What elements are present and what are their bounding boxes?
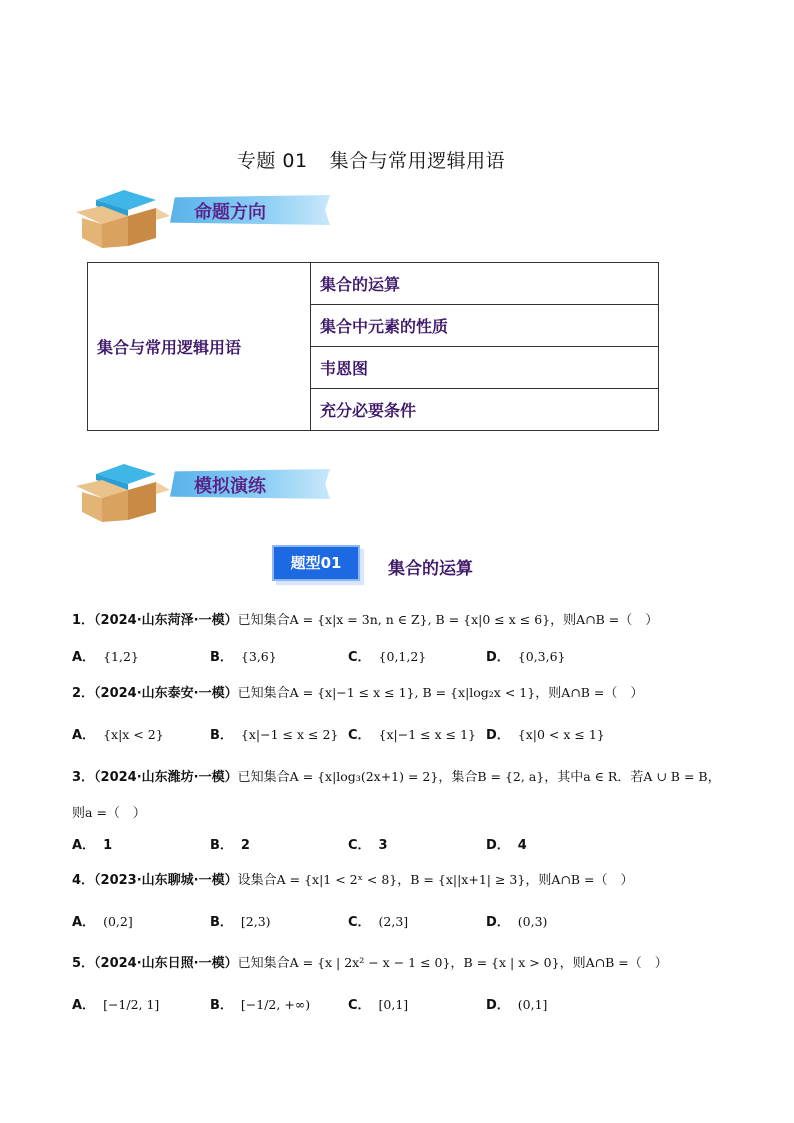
- option-b[interactable]: [210, 911, 271, 930]
- option-letter: B．: [210, 915, 233, 930]
- question-text: （ ）: [604, 686, 644, 701]
- question-text: ，集合: [438, 770, 478, 785]
- option-value: {x|−1 ≤ x ≤ 1}: [378, 727, 476, 742]
- question-text: （ ）: [594, 873, 634, 888]
- question-source: （2023·山东聊城·一模）: [94, 873, 238, 888]
- option-value: [−1/2, +∞): [240, 997, 311, 1012]
- question-math: A = {x|1 < 2ˣ < 8}: [276, 872, 398, 887]
- question-text: 已知集合: [237, 613, 290, 628]
- question-number: 4．: [72, 873, 95, 888]
- question-text: ．若: [617, 770, 644, 785]
- question-5: [72, 952, 668, 971]
- question-3-line2: [72, 802, 146, 821]
- question-math: A = {x|−1 ≤ x ≤ 1}, B = {x|log₂x < 1}: [289, 685, 536, 700]
- topic-table-category: 集合与常用逻辑用语: [88, 263, 311, 431]
- box-icon: [72, 186, 172, 248]
- question-source: （2024·山东潍坊·一模）: [94, 770, 238, 785]
- option-letter: D．: [486, 915, 510, 930]
- option-letter: B．: [210, 998, 233, 1013]
- page-title-prefix: 专题 01: [236, 150, 308, 172]
- option-value: 2: [240, 838, 250, 853]
- option-b[interactable]: [210, 724, 338, 743]
- option-letter: A．: [72, 915, 96, 930]
- question-number: 5．: [72, 956, 95, 971]
- section-banner-practice: [72, 460, 334, 520]
- question-text: 已知集合: [237, 956, 290, 971]
- option-value: [−1/2, 1]: [103, 997, 160, 1012]
- option-value: (0,3): [517, 914, 548, 929]
- option-b[interactable]: [210, 834, 250, 853]
- option-a[interactable]: [72, 724, 164, 743]
- question-text: 设集合: [237, 873, 277, 888]
- option-c[interactable]: [348, 994, 408, 1013]
- option-value: [0,1]: [378, 997, 409, 1012]
- option-letter: D．: [486, 650, 510, 665]
- question-math: a ∈ R: [583, 769, 618, 784]
- option-c[interactable]: [348, 834, 388, 853]
- option-letter: C．: [348, 838, 371, 853]
- question-math: B = {x | x > 0}: [463, 955, 560, 970]
- question-type-badge: 题型01: [272, 545, 360, 581]
- option-value: (2,3]: [378, 914, 409, 929]
- option-letter: A．: [72, 728, 96, 743]
- option-c[interactable]: [348, 646, 426, 665]
- option-d[interactable]: [486, 646, 566, 665]
- option-letter: C．: [348, 998, 371, 1013]
- option-letter: A．: [72, 650, 96, 665]
- option-a[interactable]: [72, 994, 159, 1013]
- option-value: {1,2}: [103, 649, 139, 664]
- question-math: A = {x | 2x² − x − 1 ≤ 0}: [289, 955, 451, 970]
- option-value: 1: [103, 838, 113, 853]
- option-c[interactable]: [348, 911, 408, 930]
- option-d[interactable]: [486, 834, 527, 853]
- option-value: 3: [378, 838, 388, 853]
- option-value: (0,1]: [517, 997, 548, 1012]
- question-math: A∩B =: [561, 685, 605, 700]
- option-letter: D．: [486, 838, 510, 853]
- option-letter: D．: [486, 998, 510, 1013]
- question-math: A∩B =: [551, 872, 595, 887]
- question-1: [72, 609, 658, 628]
- question-text: ，: [397, 873, 411, 888]
- box-icon: [72, 460, 172, 522]
- question-math: A ∪ B = B: [643, 769, 708, 784]
- section-label: 命题方向: [194, 202, 266, 223]
- question-text: 已知集合: [237, 686, 290, 701]
- question-text: ，则: [550, 613, 577, 628]
- topic-table-row: 充分必要条件: [311, 389, 659, 431]
- option-value: {0,1,2}: [378, 649, 427, 664]
- question-text: ，则: [525, 873, 552, 888]
- question-text: ，: [450, 956, 464, 971]
- question-text: 已知集合: [237, 770, 290, 785]
- question-text: ，其中: [544, 770, 584, 785]
- question-type-name: 集合的运算: [388, 559, 473, 579]
- question-2: [72, 682, 643, 701]
- question-math: A∩B =: [585, 955, 629, 970]
- page-title: [0, 146, 742, 173]
- question-math: A = {x|log₃(2x+1) = 2}: [289, 769, 439, 784]
- option-d[interactable]: [486, 911, 547, 930]
- option-d[interactable]: [486, 724, 605, 743]
- question-math: A = {x|x = 3n, n ∈ Z}, B = {x|0 ≤ x ≤ 6}: [289, 612, 551, 627]
- section-label: 模拟演练: [194, 476, 266, 497]
- option-letter: C．: [348, 650, 371, 665]
- question-number: 3．: [72, 770, 95, 785]
- option-c[interactable]: [348, 724, 476, 743]
- question-source: （2024·山东泰安·一模）: [94, 686, 238, 701]
- question-source: （2024·山东菏泽·一模）: [94, 613, 238, 628]
- option-value: {x|x < 2}: [103, 727, 164, 742]
- topic-table: [87, 262, 659, 431]
- question-number: 2．: [72, 686, 95, 701]
- option-value: (0,2]: [103, 914, 133, 929]
- option-letter: B．: [210, 650, 233, 665]
- option-a[interactable]: [72, 646, 139, 665]
- option-letter: A．: [72, 838, 96, 853]
- question-math: a =: [85, 805, 107, 820]
- topic-table-row: 集合中元素的性质: [311, 305, 659, 347]
- question-math: B = {x||x+1| ≥ 3}: [410, 872, 526, 887]
- question-text: （ ）: [619, 613, 659, 628]
- option-letter: D．: [486, 728, 510, 743]
- question-text: （ ）: [628, 956, 668, 971]
- question-3: [72, 766, 721, 785]
- option-letter: B．: [210, 728, 233, 743]
- question-source: （2024·山东日照·一模）: [94, 956, 238, 971]
- option-letter: A．: [72, 998, 96, 1013]
- option-letter: C．: [348, 728, 371, 743]
- option-a[interactable]: [72, 911, 133, 930]
- question-text: ，: [707, 770, 721, 785]
- question-text: 则: [72, 806, 86, 821]
- option-a[interactable]: [72, 834, 112, 853]
- option-value: 4: [517, 838, 527, 853]
- option-value: {x|0 < x ≤ 1}: [517, 727, 605, 742]
- question-text: （ ）: [106, 806, 146, 821]
- option-b[interactable]: [210, 646, 277, 665]
- topic-table-row: 集合的运算: [311, 263, 659, 305]
- option-value: {x|−1 ≤ x ≤ 2}: [240, 727, 339, 742]
- question-text: ，则: [559, 956, 586, 971]
- question-text: ，则: [535, 686, 562, 701]
- option-value: {0,3,6}: [517, 649, 566, 664]
- option-b[interactable]: [210, 994, 310, 1013]
- question-number: 1．: [72, 613, 95, 628]
- question-math: B = {2, a}: [477, 769, 545, 784]
- page-title-main: 集合与常用逻辑用语: [329, 150, 506, 172]
- option-d[interactable]: [486, 994, 547, 1013]
- question-math: A∩B =: [576, 612, 620, 627]
- question-4: [72, 869, 633, 888]
- option-value: {3,6}: [240, 649, 277, 664]
- section-banner-direction: [72, 186, 334, 246]
- option-letter: C．: [348, 915, 371, 930]
- option-value: [2,3): [240, 914, 271, 929]
- option-letter: B．: [210, 838, 233, 853]
- topic-table-row: 韦恩图: [311, 347, 659, 389]
